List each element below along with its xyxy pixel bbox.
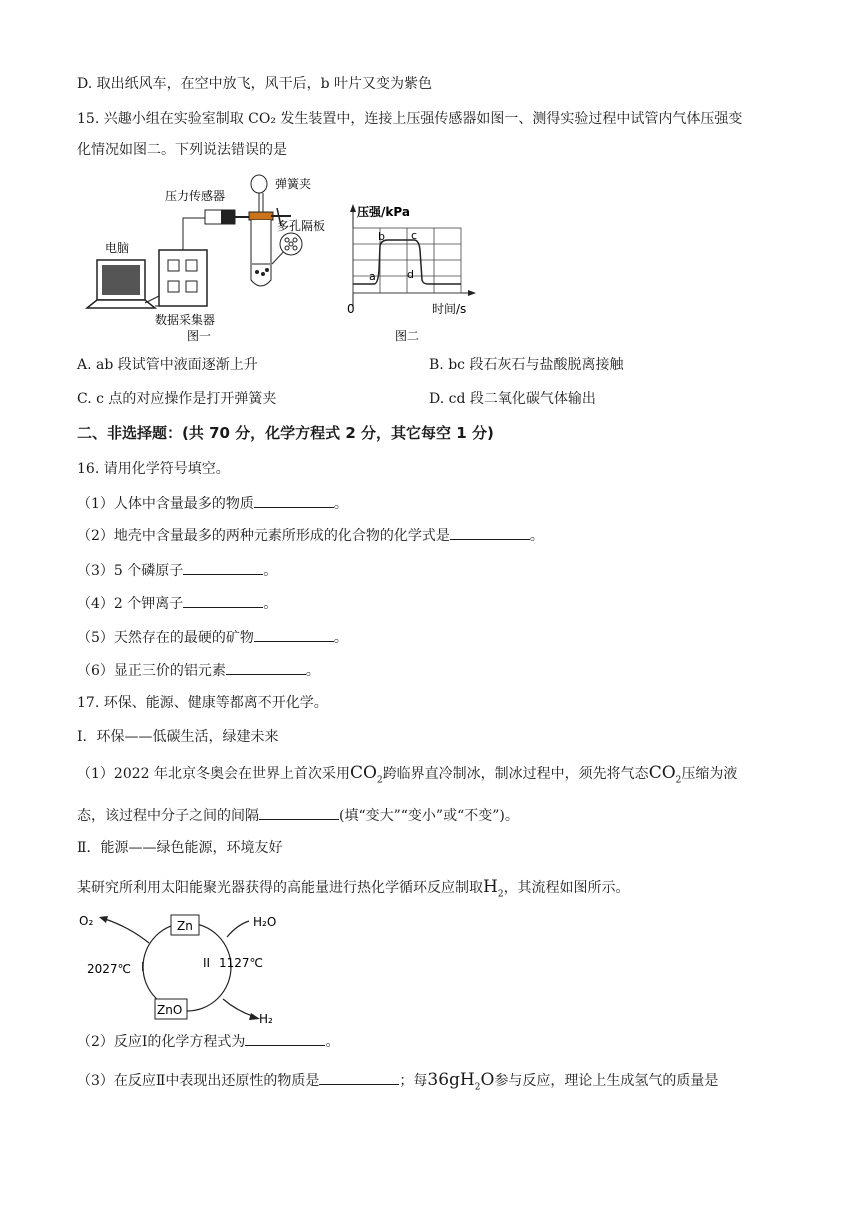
answer-blank[interactable] — [259, 805, 339, 820]
cycle-temp2: 1127℃ — [219, 956, 264, 970]
answer-blank[interactable] — [450, 525, 530, 540]
q14-option-d: D. 取出纸风车，在空中放飞，风干后，b 叶片又变为紫色 — [77, 76, 433, 92]
cycle-reaction1: I — [141, 960, 145, 974]
pressure-sensor-icon — [205, 210, 249, 224]
graph-origin: 0 — [347, 302, 355, 316]
fig1-caption: 图一 — [187, 329, 212, 343]
cycle-h2o: H₂O — [253, 915, 277, 929]
q17-intro: 某研究所利用太阳能聚光器获得的高能量进行热化学循环反应制取$H_2$，其流程如图所示。 — [77, 877, 630, 900]
answer-blank[interactable] — [183, 560, 263, 575]
graph-ylabel: 压强/kPa — [357, 205, 410, 219]
porous-plate-icon — [280, 233, 302, 255]
answer-blank[interactable] — [245, 1031, 325, 1046]
q16-item-5: （5）天然存在的最硬的矿物 。 — [77, 627, 348, 648]
q15-option-a: A. ab 段试管中液面逐渐上升 — [77, 357, 258, 373]
q17-part1: Ⅰ．环保——低碳生活，绿建未来 — [77, 729, 279, 745]
q15-stem-line1: 15. 兴趣小组在实验室制取 CO₂ 发生装置中，连接上压强传感器如图一、测得实验过程中试管内气体压强变 — [77, 111, 743, 127]
q17-part2: Ⅱ．能源——绿色能源，环境友好 — [77, 840, 283, 856]
point-d: d — [407, 268, 414, 281]
point-a: a — [369, 270, 376, 283]
q16-item-4: （4）2 个钾离子 。 — [77, 593, 277, 614]
q15-option-b: B. bc 段石灰石与盐酸脱离接触 — [429, 357, 624, 373]
q17-p3: （3）在反应Ⅱ中表现出还原性的物质是 ；每$36gH_2O$参与反应，理论上生成氢气的质量是 — [77, 1070, 719, 1093]
q16-item-3: （3）5 个磷原子 。 — [77, 560, 277, 581]
reaction-cycle-diagram — [77, 907, 287, 1025]
clamp-label: 弹簧夹 — [275, 177, 312, 191]
q16-item-1: （1）人体中含量最多的物质 。 — [77, 493, 348, 514]
apparatus-figure — [77, 168, 347, 348]
answer-blank[interactable] — [254, 493, 334, 508]
section2-title: 二、非选择题：(共 70 分，化学方程式 2 分，其它每空 1 分) — [77, 424, 494, 442]
q16-stem: 16. 请用化学符号填空。 — [77, 461, 230, 477]
answer-blank[interactable] — [254, 627, 334, 642]
cycle-reaction2: II — [203, 956, 211, 970]
q17-p1-line1: （1）2022 年北京冬奥会在世界上首次采用$CO_2$跨临界直冷制冰，制冰过程中，须先将气态$CO_2$压缩为液 — [77, 763, 738, 786]
cycle-o2: O₂ — [79, 914, 94, 928]
q15-stem-line2: 化情况如图二。下列说法错误的是 — [77, 142, 287, 158]
q17-p2: （2）反应Ⅰ的化学方程式为 。 — [77, 1031, 339, 1052]
pressure-graph — [340, 200, 480, 348]
collector-label: 数据采集器 — [155, 313, 216, 327]
plate-label: 多孔隔板 — [277, 219, 326, 233]
answer-blank[interactable] — [319, 1070, 399, 1085]
q16-item-6: （6）显正三价的铝元素 。 — [77, 660, 320, 681]
answer-blank[interactable] — [226, 660, 306, 675]
q16-item-2: （2）地壳中含量最多的两种元素所形成的化合物的化学式是 。 — [77, 525, 544, 546]
graph-xlabel: 时间/s — [432, 302, 467, 316]
q17-stem: 17. 环保、能源、健康等都离不开化学。 — [77, 695, 328, 711]
cycle-h2: H₂ — [259, 1012, 273, 1025]
q15-option-c: C. c 点的对应操作是打开弹簧夹 — [77, 391, 277, 407]
computer-icon — [87, 260, 159, 308]
point-c: c — [411, 229, 418, 242]
answer-blank[interactable] — [183, 593, 263, 608]
computer-label: 电脑 — [105, 241, 130, 255]
cycle-temp1: 2027℃ — [87, 962, 132, 976]
cycle-zno: ZnO — [157, 1003, 183, 1017]
point-b: b — [378, 230, 385, 243]
sensor-label: 压力传感器 — [165, 189, 226, 203]
q17-p1-line2: 态，该过程中分子之间的间隔 (填“变大”“变小”或“不变”)。 — [77, 805, 519, 826]
data-collector-icon — [159, 250, 207, 306]
q15-option-d: D. cd 段二氧化碳气体输出 — [429, 391, 596, 407]
fig2-caption: 图二 — [395, 329, 420, 343]
test-tube-icon — [249, 212, 273, 286]
cycle-zn: Zn — [177, 919, 193, 933]
